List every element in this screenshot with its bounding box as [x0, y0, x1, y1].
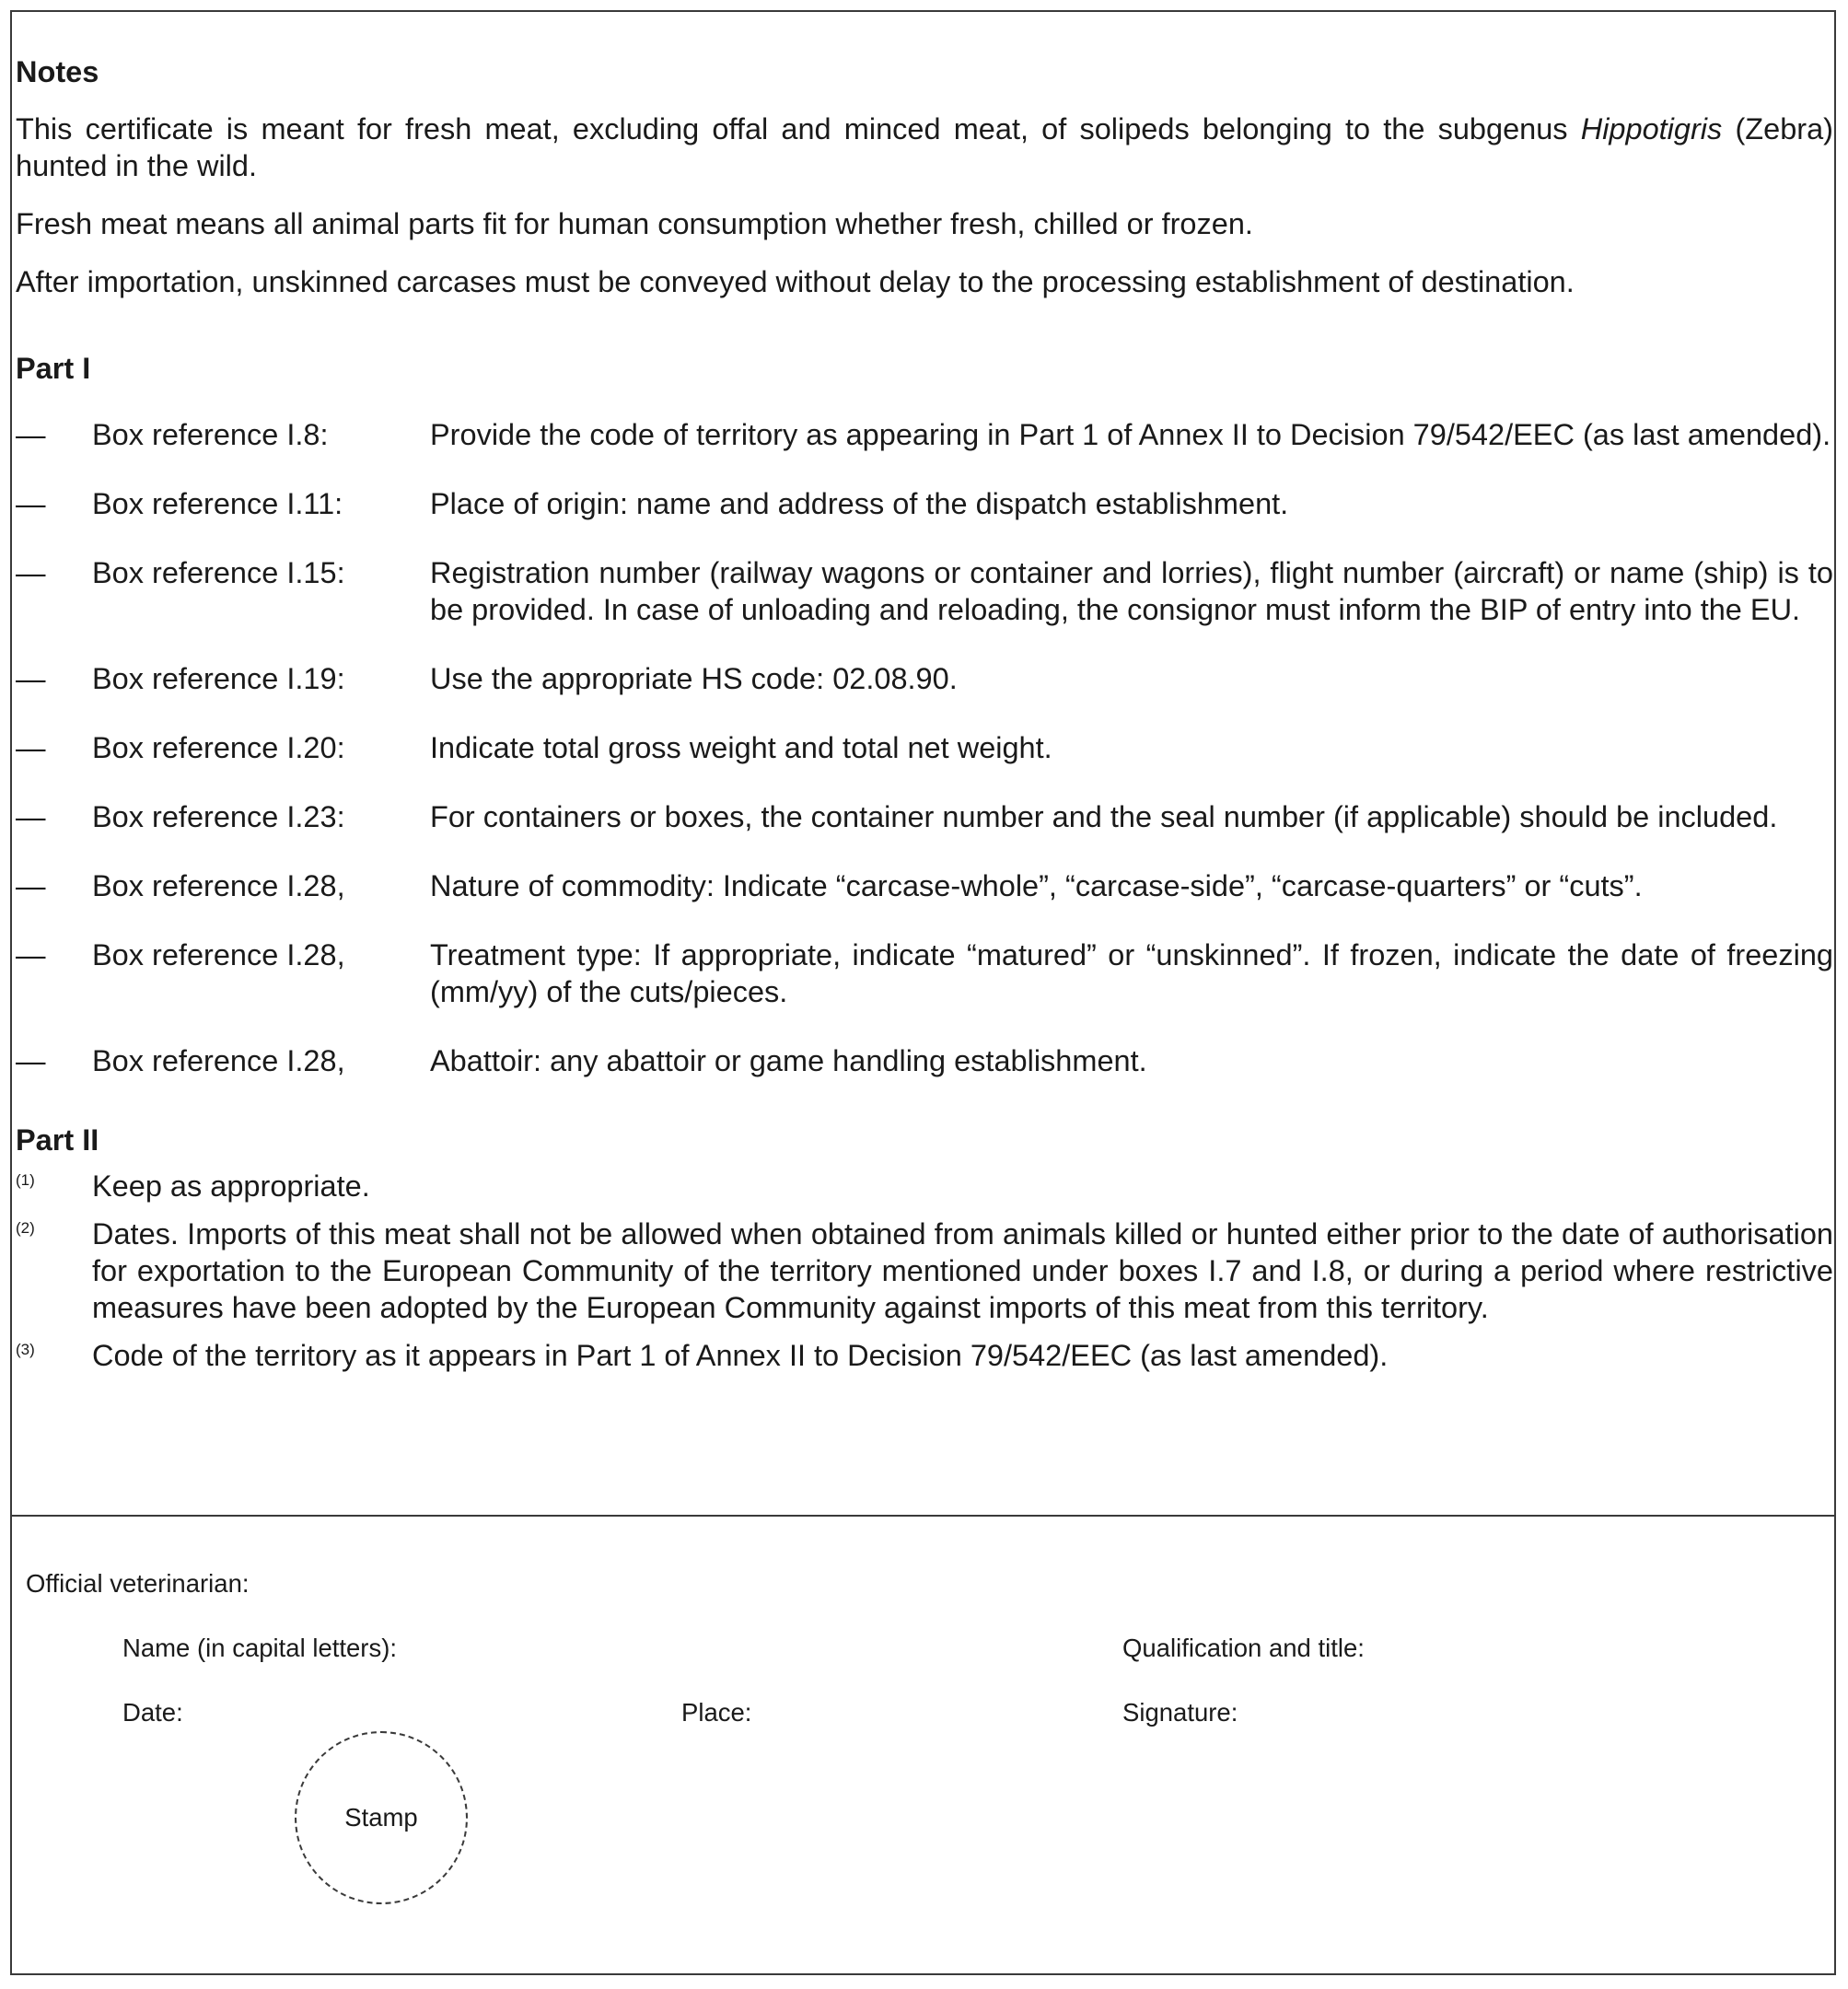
- official-veterinarian-label: Official veterinarian:: [26, 1569, 250, 1598]
- notes-heading: Notes: [16, 55, 99, 88]
- box-reference-label: Box reference I.28,: [92, 1044, 345, 1077]
- notes-content: [16, 53, 1833, 1385]
- notes-paragraph-1: This certificate is meant for fresh meat, excluding offal and minced meat, of solipeds belonging to the subgenus Hippotigris (Zebra) hunted in the wild.: [16, 112, 1833, 182]
- notes-paragraph-3: After importation, unskinned carcases must be conveyed without delay to the processing establishment of destination.: [16, 265, 1575, 298]
- place-label: Place:: [681, 1698, 752, 1727]
- box-reference-item: — Box reference I.15: Registration number (railway wagons or container and lorries), flight number (aircraft) or name (ship) is to be provided. In case of unloading and reloading, the consignor must inform the BIP of entry into the EU.: [16, 556, 1833, 626]
- footnote-text: Dates. Imports of this meat shall not be allowed when obtained from animals killed or hunted either prior to the date of authorisation for exportation to the European Community of the territory mentioned under boxes I.7 and I.8, or during a period where restrictive measures have been adopted by the European Community against imports of this meat from this territory.: [92, 1217, 1833, 1324]
- box-reference-item: — Box reference I.20: Indicate total gross weight and total net weight.: [16, 729, 1833, 766]
- name-label: Name (in capital letters):: [122, 1634, 398, 1662]
- box-reference-item: — Box reference I.23: For containers or boxes, the container number and the seal number (if applicable) should be included.: [16, 798, 1833, 835]
- footnote-mark: (2): [16, 1219, 35, 1237]
- box-reference-text: Registration number (railway wagons or container and lorries), flight number (aircraft) or name (ship) is to be provided. In case of unloading and reloading, the consignor must inform the BIP of entry into the EU.: [430, 556, 1833, 626]
- footnote-item: [16, 1216, 1833, 1326]
- footnote-mark: (1): [16, 1171, 35, 1189]
- footnote-item: [16, 1337, 1833, 1374]
- box-reference-label: Box reference I.28,: [92, 869, 345, 902]
- part-ii-footnotes: [16, 1168, 1833, 1374]
- part-i-list: [16, 416, 1833, 1079]
- box-reference-item: — Box reference I.28, Abattoir: any abattoir or game handling establishment.: [16, 1042, 1833, 1079]
- box-reference-text: Use the appropriate HS code: 02.08.90.: [430, 662, 958, 695]
- section-divider: [12, 1515, 1834, 1517]
- footnote-item: [16, 1168, 1833, 1204]
- footnote-mark: (3): [16, 1341, 35, 1358]
- box-reference-label: Box reference I.20:: [92, 731, 345, 764]
- box-reference-text: Treatment type: If appropriate, indicate “matured” or “unskinned”. If frozen, indicate the date of freezing (mm/yy) of the cuts/pieces.: [430, 938, 1833, 1008]
- box-reference-label: Box reference I.15:: [92, 556, 345, 589]
- box-reference-item: — Box reference I.28, Nature of commodity: Indicate “carcase-whole”, “carcase-side”, “carcase-quarters” or “cuts”.: [16, 867, 1833, 904]
- part-i-heading: Part I: [16, 352, 91, 385]
- stamp-label: Stamp: [344, 1803, 418, 1832]
- box-reference-label: Box reference I.23:: [92, 800, 345, 833]
- box-reference-item: — Box reference I.8: Provide the code of territory as appearing in Part 1 of Annex II to Decision 79/542/EEC (as last amended).: [16, 416, 1833, 453]
- box-reference-label: Box reference I.8:: [92, 418, 329, 451]
- date-label: Date:: [122, 1698, 183, 1727]
- box-reference-label: Box reference I.19:: [92, 662, 345, 695]
- box-reference-item: — Box reference I.11: Place of origin: name and address of the dispatch establishment.: [16, 485, 1833, 522]
- box-reference-text: Nature of commodity: Indicate “carcase-whole”, “carcase-side”, “carcase-quarters” or “cuts”.: [430, 869, 1643, 902]
- qualification-label: Qualification and title:: [1122, 1634, 1365, 1662]
- footnote-text: Code of the territory as it appears in Part 1 of Annex II to Decision 79/542/EEC (as last amended).: [92, 1339, 1389, 1372]
- part-ii-heading: Part II: [16, 1123, 99, 1157]
- box-reference-text: Indicate total gross weight and total net weight.: [430, 731, 1052, 764]
- box-reference-label: Box reference I.11:: [92, 487, 343, 520]
- stamp-circle: [295, 1731, 468, 1904]
- box-reference-text: For containers or boxes, the container number and the seal number (if applicable) should be included.: [430, 800, 1778, 833]
- footnote-text: Keep as appropriate.: [92, 1169, 370, 1203]
- box-reference-item: — Box reference I.19: Use the appropriate HS code: 02.08.90.: [16, 660, 1833, 697]
- box-reference-text: Provide the code of territory as appearing in Part 1 of Annex II to Decision 79/542/EEC (as last amended).: [430, 418, 1831, 451]
- subgenus-italic: Hippotigris: [1580, 112, 1723, 145]
- signature-label: Signature:: [1122, 1698, 1238, 1727]
- notes-paragraph-2: Fresh meat means all animal parts fit for human consumption whether fresh, chilled or frozen.: [16, 207, 1253, 240]
- box-reference-text: Place of origin: name and address of the dispatch establishment.: [430, 487, 1289, 520]
- box-reference-label: Box reference I.28,: [92, 938, 345, 971]
- box-reference-text: Abattoir: any abattoir or game handling establishment.: [430, 1044, 1147, 1077]
- box-reference-item: — Box reference I.28, Treatment type: If appropriate, indicate “matured” or “unskinned”. If frozen, indicate the date of freezing (mm/yy) of the cuts/pieces.: [16, 938, 1833, 1008]
